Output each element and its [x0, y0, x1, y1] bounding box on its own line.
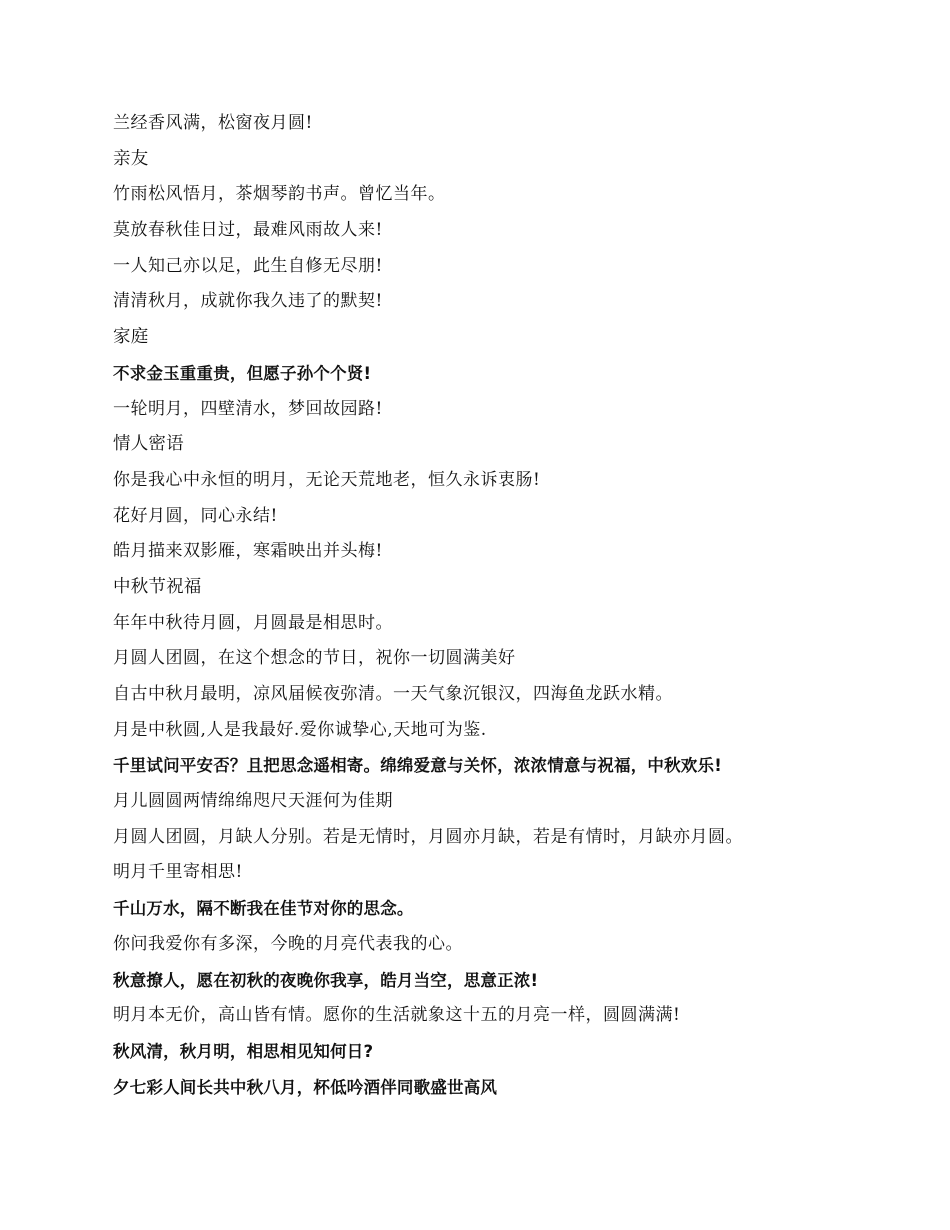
text-line: 明月千里寄相思!	[113, 862, 243, 883]
section-heading-family: 家庭	[113, 327, 149, 348]
text-line: 不求金玉重重贵，但愿子孙个个贤!	[113, 363, 372, 383]
section-heading-friends: 亲友	[113, 148, 149, 169]
text-line: 秋意撩人，愿在初秋的夜晚你我享，皓月当空，思意正浓!	[113, 970, 539, 990]
text-line: 兰经香风满，松窗夜月圆!	[113, 113, 313, 133]
text-line: 莫放春秋佳日过，最难风雨故人来!	[113, 220, 383, 241]
text-line: 千里试问平安否？且把思念遥相寄。绵绵爱意与关怀，浓浓情意与祝福，中秋欢乐!	[113, 756, 722, 776]
text-line: 夕七彩人间长共中秋八月，杯低吟酒伴同歌盛世高风	[113, 1077, 498, 1097]
text-line: 皓月描来双影雁，寒霜映出并头梅!	[113, 541, 383, 562]
text-line: 竹雨松风悟月，茶烟琴韵书声。曾忆当年。	[113, 184, 446, 205]
text-line: 清清秋月，成就你我久违了的默契!	[113, 291, 383, 312]
text-line: 你问我爱你有多深，今晚的月亮代表我的心。	[113, 933, 463, 954]
text-line: 千山万水，隔不断我在佳节对你的思念。	[113, 899, 414, 919]
text-line: 月儿圆圆两情绵绵咫尺天涯何为佳期	[113, 791, 393, 812]
text-line: 年年中秋待月圆，月圆最是相思时。	[113, 612, 393, 633]
text-line: 自古中秋月最明，凉风届候夜弥清。一天气象沉银汉，四海鱼龙跃水精。	[113, 684, 673, 704]
text-line: 你是我心中永恒的明月，无论天荒地老，恒久永诉衷肠!	[113, 469, 541, 490]
text-line: 一轮明月，四壁清水，梦回故园路!	[113, 398, 383, 419]
text-line: 月是中秋圆,人是我最好.爱你诚挚心,天地可为鉴.	[113, 719, 487, 740]
text-line: 一人知己亦以足，此生自修无尽朋!	[113, 255, 383, 276]
text-line: 月圆人团圆，月缺人分别。若是无情时，月圆亦月缺，若是有情时，月缺亦月圆。	[113, 826, 743, 847]
text-line: 花好月圆，同心永结!	[113, 505, 278, 526]
text-line: 月圆人团圆，在这个想念的节日，祝你一切圆满美好	[113, 648, 516, 669]
section-heading-mid-autumn: 中秋节祝福	[113, 576, 202, 597]
text-line: 秋风清，秋月明，相思相见知何日?	[113, 1041, 374, 1061]
document-page	[113, 106, 913, 1105]
section-heading-lovers: 情人密语	[113, 434, 184, 455]
text-line: 明月本无价，高山皆有情。愿你的生活就象这十五的月亮一样，圆圆满满!	[113, 1005, 681, 1026]
